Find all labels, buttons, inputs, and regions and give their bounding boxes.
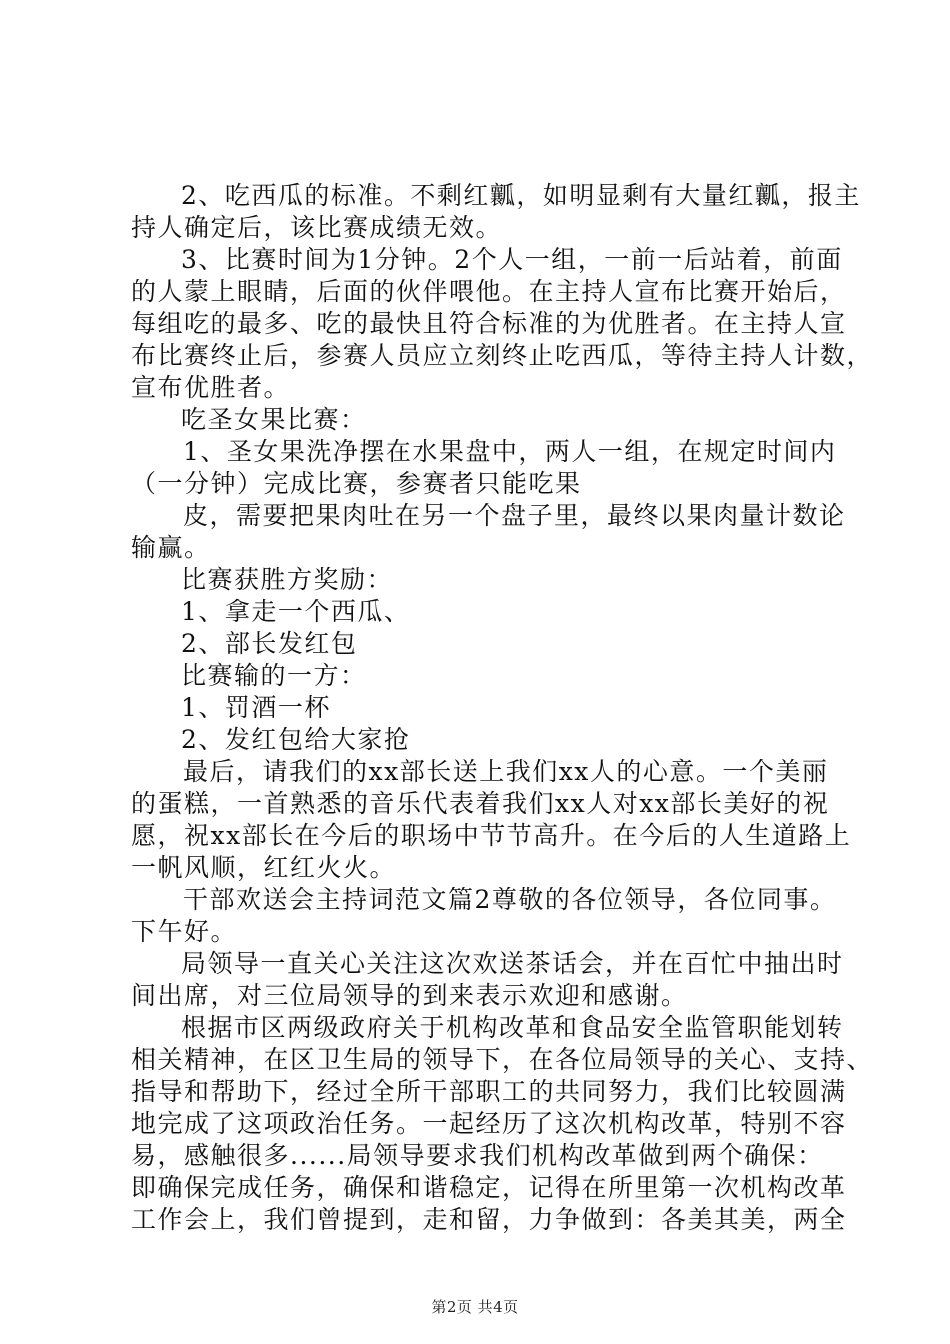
text-line: 一帆风顺，红红火火。 [131,853,397,882]
text-line: 间出席，对三位局领导的到来表示欢迎和感谢。 [131,981,688,1010]
text-line: 的人蒙上眼睛，后面的伙伴喂他。在主持人宣布比赛开始后， [131,277,847,306]
text-line: 1、圣女果洗净摆在水果盘中，两人一组，在规定时间内 [183,437,837,466]
text-line: 指导和帮助下，经过全所干部职工的共同努力，我们比较圆满 [131,1077,847,1106]
text-line: 吃圣女果比赛： [181,405,367,434]
text-line: 3、比赛时间为1分钟。2个人一组，一前一后站着，前面 [181,245,843,274]
text-line: 根据市区两级政府关于机构改革和食品安全监管职能划转 [181,1013,844,1042]
text-line: 2、吃西瓜的标准。不剩红瓤，如明显剩有大量红瓤，报主 [181,181,861,210]
page-number-footer: 第2页 共4页 [431,1298,519,1316]
text-line: 比赛获胜方奖励： [181,565,394,594]
text-line: 比赛输的一方： [181,661,367,690]
text-line: 每组吃的最多、吃的最快且符合标准的为优胜者。在主持人宣 [131,309,847,338]
text-line: 1、罚酒一杯 [181,693,331,722]
text-line: 持人确定后，该比赛成绩无效。 [131,213,503,242]
text-line: 下午好。 [131,917,238,946]
text-line: 2、部长发红包 [181,629,358,658]
text-line: 输赢。 [131,533,211,562]
text-line: 2、发红包给大家抢 [181,725,411,754]
text-line: 局领导一直关心关注这次欢送茶话会，并在百忙中抽出时 [181,949,844,978]
text-line: 布比赛终止后，参赛人员应立刻终止吃西瓜，等待主持人计数， [131,341,874,370]
text-line: 皮，需要把果肉吐在另一个盘子里，最终以果肉量计数论 [183,501,846,530]
text-line: 1、拿走一个西瓜、 [181,597,411,626]
text-line: 工作会上，我们曾提到，走和留，力争做到：各美其美，两全 [131,1205,847,1234]
text-line: 易，感触很多......局领导要求我们机构改革做到两个确保： [131,1141,824,1170]
document-body [131,180,874,1236]
text-line: 即确保完成任务，确保和谐稳定，记得在所里第一次机构改革 [131,1173,847,1202]
text-line: （一分钟）完成比赛，参赛者只能吃果 [131,469,582,498]
text-line: 相关精神，在区卫生局的领导下，在各位局领导的关心、支持、 [131,1045,874,1074]
text-line: 愿，祝xx部长在今后的职场中节节高升。在今后的人生道路上 [131,821,852,850]
text-line: 的蛋糕，一首熟悉的音乐代表着我们xx人对xx部长美好的祝 [131,789,830,818]
text-line: 地完成了这项政治任务。一起经历了这次机构改革，特别不容 [131,1109,847,1138]
text-line: 宣布优胜者。 [131,373,291,402]
text-line: 干部欢送会主持词范文篇2尊敬的各位领导，各位同事。 [183,885,837,914]
text-line: 最后，请我们的xx部长送上我们xx人的心意。一个美丽 [183,757,829,786]
